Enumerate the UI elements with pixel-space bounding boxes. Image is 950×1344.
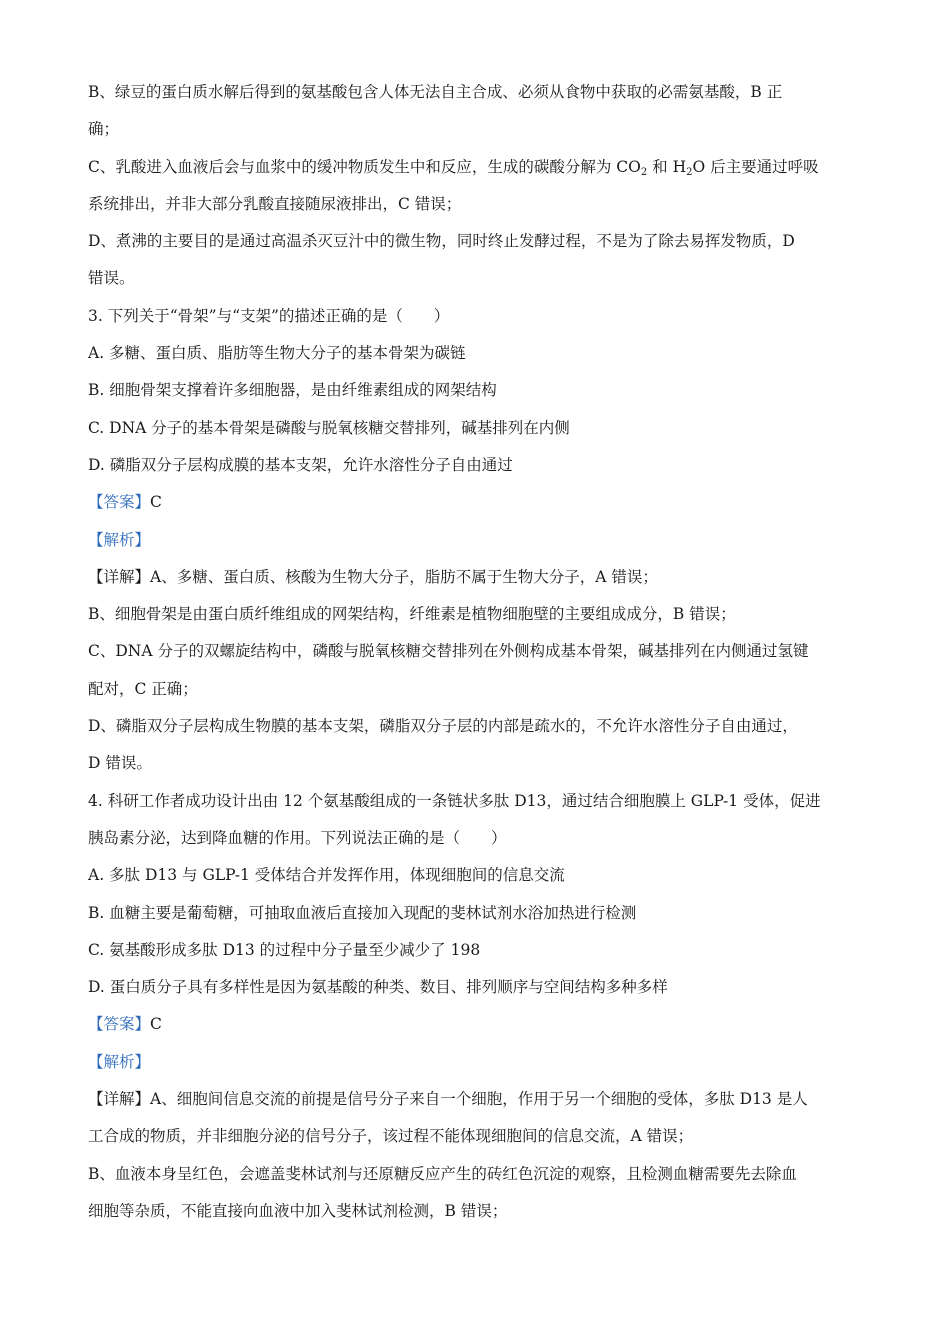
answer-line bbox=[88, 1044, 868, 1081]
detail-text: A、多糖、蛋白质、核酸为生物大分子，脂肪不属于生物大分子，A 错误； bbox=[150, 567, 658, 586]
text-line: C. DNA 分子的基本骨架是磷酸与脱氧核糖交替排列，碱基排列在内侧 bbox=[88, 418, 570, 437]
text-line: 4. 科研工作者成功设计出由 12 个氨基酸组成的一条链状多肽 D13，通过结合细胞膜上 GLP-1 受体，促进 bbox=[88, 791, 821, 810]
text-line: C. 氨基酸形成多肽 D13 的过程中分子量至少减少了 198 bbox=[88, 940, 481, 959]
text-line-formula bbox=[88, 149, 868, 186]
text-line: D、磷脂双分子层构成生物膜的基本支架，磷脂双分子层的内部是疏水的，不允许水溶性分子自由通过， bbox=[88, 717, 798, 736]
text-line: D 错误。 bbox=[88, 754, 152, 773]
detail-tag: 【详解】 bbox=[88, 1090, 151, 1109]
text-line: B、血液本身呈红色，会遮盖斐林试剂与还原糖反应产生的砖红色沉淀的观察，且检测血糖需要先去除血 bbox=[88, 1164, 797, 1183]
text-line: 错误。 bbox=[88, 269, 135, 288]
text-line: 确； bbox=[88, 120, 120, 139]
answer-text: C bbox=[150, 1015, 162, 1034]
text-line: A. 多肽 D13 与 GLP-1 受体结合并发挥作用，体现细胞间的信息交流 bbox=[88, 866, 565, 885]
text-line: B. 血糖主要是葡萄糖，可抽取血液后直接加入现配的斐林试剂水浴加热进行检测 bbox=[88, 903, 637, 922]
text-line: B、细胞骨架是由蛋白质纤维组成的网架结构，纤维素是植物细胞壁的主要组成成分，B 错误； bbox=[88, 605, 736, 624]
detail-line bbox=[88, 1081, 868, 1118]
text-line: D、煮沸的主要目的是通过高温杀灭豆汁中的微生物，同时终止发酵过程，不是为了除去易挥发物质，D bbox=[88, 232, 795, 251]
text-line: B. 细胞骨架支撑着许多细胞器，是由纤维素组成的网架结构 bbox=[88, 381, 497, 400]
text-line: C、DNA 分子的双螺旋结构中，磷酸与脱氧核糖交替排列在外侧构成基本骨架，碱基排列在内侧通过氢键 bbox=[88, 642, 809, 661]
text-line: D. 蛋白质分子具有多样性是因为氨基酸的种类、数目、排列顺序与空间结构多种多样 bbox=[88, 978, 668, 997]
detail-tag: 【详解】 bbox=[88, 567, 151, 586]
detail-line bbox=[88, 559, 868, 596]
text-line: B、绿豆的蛋白质水解后得到的氨基酸包含人体无法自主合成、必须从食物中获取的必需氨基酸，B 正 bbox=[88, 83, 783, 101]
text-segment: C、乳酸进入血液后会与血浆中的缓冲物质发生中和反应，生成的碳酸分解为 CO bbox=[88, 157, 641, 176]
text-line: 系统排出，并非大部分乳酸直接随尿液排出，C 错误； bbox=[88, 194, 462, 213]
answer-line bbox=[88, 522, 868, 559]
subscript: 2 bbox=[640, 166, 648, 178]
answer-line bbox=[88, 484, 868, 521]
text-line: 工合成的物质，并非细胞分泌的信号分子，该过程不能体现细胞间的信息交流，A 错误； bbox=[88, 1127, 694, 1146]
section-tag: 【答案】 bbox=[88, 1015, 151, 1034]
text-line: A. 多糖、蛋白质、脂肪等生物大分子的基本骨架为碳链 bbox=[88, 344, 466, 363]
document-page bbox=[88, 74, 868, 1230]
text-line: 细胞等杂质，不能直接向血液中加入斐林试剂检测，B 错误； bbox=[88, 1201, 508, 1220]
section-tag: 【答案】 bbox=[88, 493, 151, 512]
section-tag: 【解析】 bbox=[88, 1052, 151, 1071]
text-segment: O 后主要通过呼吸 bbox=[692, 157, 819, 176]
detail-text: A、细胞间信息交流的前提是信号分子来自一个细胞，作用于另一个细胞的受体，多肽 D13 是人 bbox=[150, 1090, 808, 1109]
section-tag: 【解析】 bbox=[88, 530, 151, 549]
text-segment: 和 H bbox=[647, 157, 687, 176]
text-line: 配对，C 正确； bbox=[88, 679, 198, 698]
text-line: 胰岛素分泌，达到降血糖的作用。下列说法正确的是（ ） bbox=[88, 828, 507, 847]
answer-text: C bbox=[150, 493, 162, 512]
text-line: 3. 下列关于“骨架”与“支架”的描述正确的是（ ） bbox=[88, 306, 450, 325]
subscript: 2 bbox=[686, 166, 693, 178]
text-line: D. 磷脂双分子层构成膜的基本支架，允许水溶性分子自由通过 bbox=[88, 455, 513, 474]
answer-line bbox=[88, 1006, 868, 1043]
